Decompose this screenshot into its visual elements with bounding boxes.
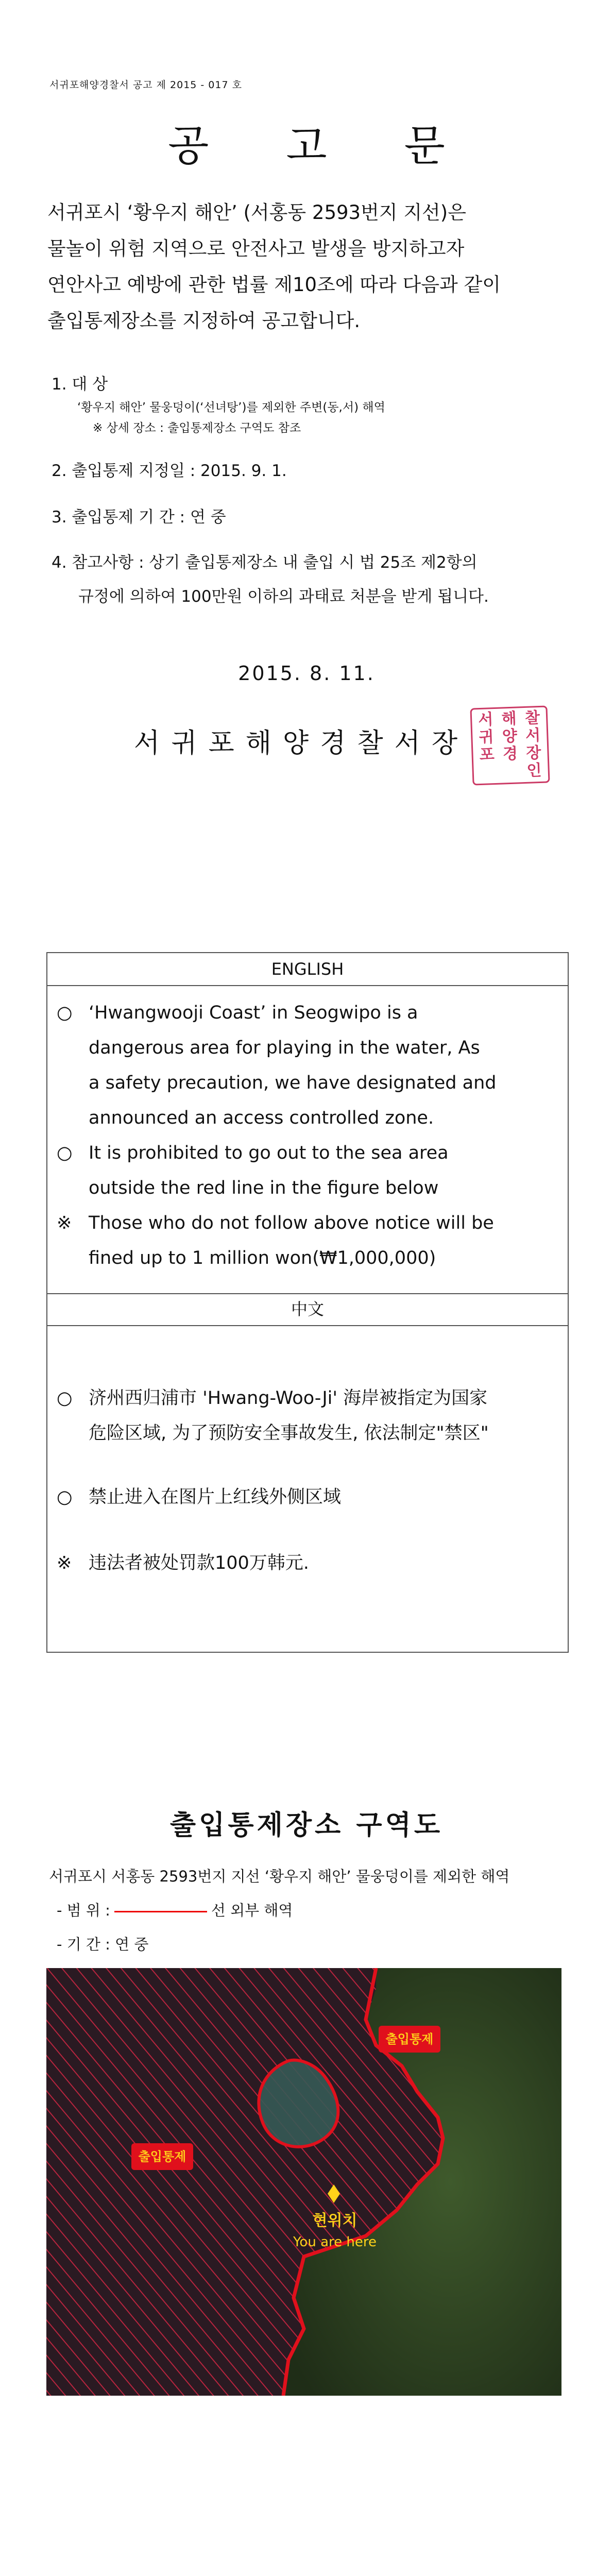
item-target-label: 1. 대 상 [52, 375, 108, 394]
red-line-legend-icon [114, 1911, 207, 1912]
chinese-line: ○ 济州西归浦市 'Hwang-Woo-Ji' 海岸被指定为国家 [57, 1388, 488, 1409]
official-seal: 서 해 찰 귀 양 서 포 경 장 인 [470, 705, 550, 785]
english-line: ※ Those who do not follow above notice will be [57, 1213, 494, 1233]
map-title: 출입통제장소 구역도 [169, 1810, 444, 1841]
intro-line: 출입통제장소를 지정하여 공고합니다. [47, 310, 361, 332]
map-period: - 기 간 : 연 중 [57, 1936, 149, 1953]
organization-name: 서귀포해양경찰서장 [134, 728, 469, 759]
item-reference-line2: 규정에 의하여 100만원 이하의 과태료 처분을 받게 됩니다. [78, 587, 489, 606]
restricted-label-left [131, 2143, 193, 2170]
english-line: dangerous area for playing in the water, As [89, 1038, 480, 1058]
english-line: ○ It is prohibited to go out to the sea area [57, 1143, 449, 1163]
intro-line: 물놀이 위험 지역으로 안전사고 발생을 방지하고자 [47, 238, 465, 260]
item-target-note: ※ 상세 장소 : 출입통제장소 구역도 참조 [93, 421, 301, 435]
svg-text:출입통제: 출입통제 [138, 2149, 186, 2164]
svg-text:현위치: 현위치 [312, 2212, 357, 2230]
item-reference-line1: 4. 참고사항 : 상기 출입통제장소 내 출입 시 법 25조 제2항의 [52, 553, 478, 572]
page-title: 공고문 [168, 122, 522, 171]
restricted-label-right [379, 2026, 440, 2053]
map-range-legend: - 범 위 : 선 외부 해역 [57, 1902, 293, 1919]
english-line: fined up to 1 million won(₩1,000,000) [89, 1248, 436, 1268]
item-designation-date: 2. 출입통제 지정일 : 2015. 9. 1. [52, 462, 287, 480]
english-heading: ENGLISH [47, 953, 568, 986]
intro-line: 서귀포시 ‘황우지 해안’ (서홍동 2593번지 지선)은 [47, 201, 466, 224]
notice-number: 서귀포해양경찰서 공고 제 2015 - 017 호 [49, 79, 242, 91]
multilingual-notice-box [46, 952, 569, 1653]
intro-line: 연안사고 예방에 관한 법률 제10조에 따라 다음과 같이 [47, 274, 501, 296]
chinese-line: ※ 违法者被处罚款100万韩元. [57, 1553, 309, 1573]
chinese-heading: 中文 [47, 1293, 568, 1326]
item-control-period: 3. 출입통제 기 간 : 연 중 [52, 508, 226, 527]
notice-date: 2015. 8. 11. [238, 662, 375, 685]
restricted-area-map [46, 1968, 561, 2396]
english-line: outside the red line in the figure below [89, 1178, 439, 1198]
chinese-line: ○ 禁止进入在图片上红线外侧区域 [57, 1487, 342, 1507]
english-line: a safety precaution, we have designated and [89, 1073, 497, 1093]
english-line: announced an access controlled zone. [89, 1108, 434, 1128]
intro-paragraph [47, 195, 573, 339]
svg-text:You are here: You are here [293, 2234, 377, 2250]
svg-text:출입통제: 출입통제 [385, 2032, 434, 2046]
english-line: ○ ‘Hwangwooji Coast’ in Seogwipo is a [57, 1003, 418, 1023]
item-target-detail: ‘황우지 해안’ 물웅덩이(‘선녀탕’)를 제외한 주변(동,서) 해역 [77, 401, 385, 414]
chinese-line: 危险区域, 为了预防安全事故发生, 依法制定"禁区" [89, 1423, 489, 1444]
map-subtitle: 서귀포시 서홍동 2593번지 지선 ‘황우지 해안’ 물웅덩이를 제외한 해역 [49, 1868, 510, 1885]
